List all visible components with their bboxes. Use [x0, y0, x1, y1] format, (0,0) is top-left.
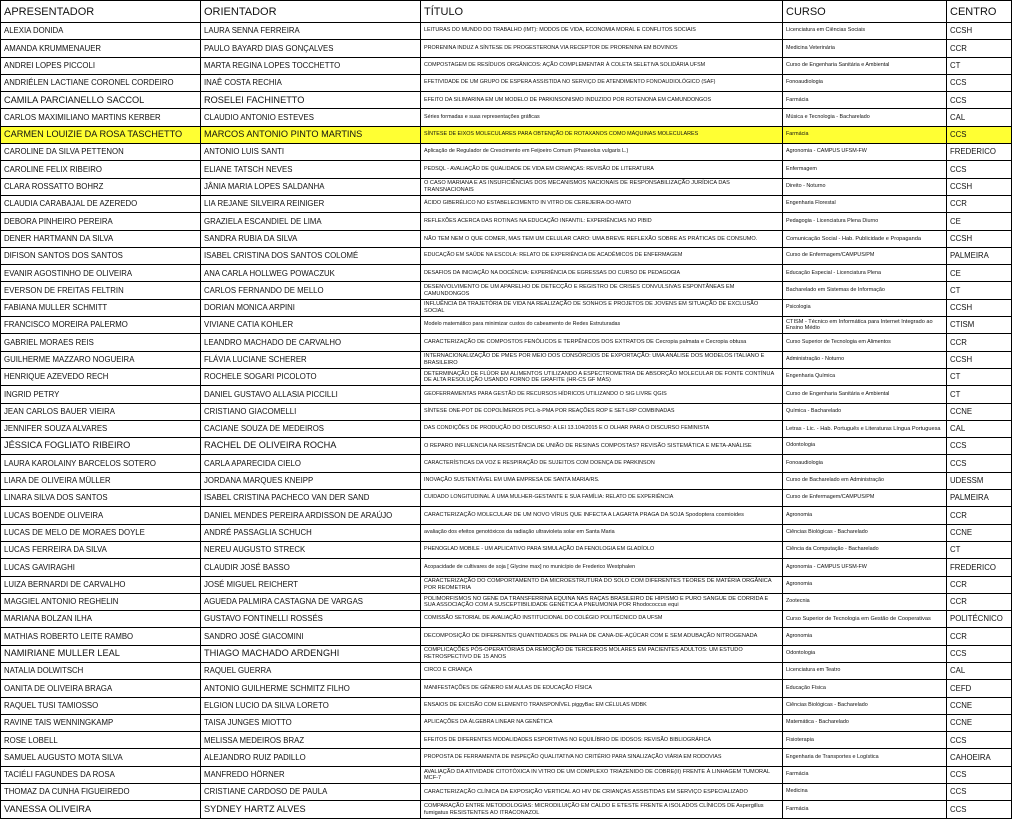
center-cell: CCR — [947, 576, 1012, 593]
center-cell: FREDERICO — [947, 144, 1012, 161]
presenter-cell: CAMILA PARCIANELLO SACCOL — [1, 92, 201, 109]
course-cell: Ciência da Computação - Bacharelado — [783, 541, 947, 558]
center-cell: FREDERICO — [947, 559, 1012, 576]
title-cell: Modelo matemático para minimizar custos do cabeamento de Redes Estruturadas — [421, 317, 783, 334]
course-cell: Curso Superior de Tecnologia em Gestão de Cooperativas — [783, 611, 947, 628]
advisor-cell: CARLA APARECIDA CIELO — [201, 455, 421, 472]
center-cell: CT — [947, 57, 1012, 74]
presenter-cell: NATALIA DOLWITSCH — [1, 662, 201, 679]
table-row — [1, 732, 1012, 749]
advisor-cell: ISABEL CRISTINA DOS SANTOS COLOMÉ — [201, 247, 421, 264]
advisor-cell: ISABEL CRISTINA PACHECO VAN DER SAND — [201, 490, 421, 507]
table-row — [1, 282, 1012, 299]
presenter-cell: MATHIAS ROBERTO LEITE RAMBO — [1, 628, 201, 645]
course-cell: Farmácia — [783, 92, 947, 109]
course-cell: Engenharia Química — [783, 368, 947, 385]
table-row — [1, 195, 1012, 212]
center-cell: UDESSM — [947, 472, 1012, 489]
course-cell: Medicina — [783, 784, 947, 801]
title-cell: O CASO MARIANA E AS INSUFICIÊNCIAS DOS MECANISMOS NACIONAIS DE RESPONSABILIZAÇÃO JURÍDICA DAS TRANSNACIONAIS — [421, 178, 783, 195]
title-cell: CARACTERIZAÇÃO DO COMPORTAMENTO DA MICROESTRUTURA DO SOLO COM DIFERENTES TEORES DE MATÉRIA ORGÂNICA POR REOMETRIA — [421, 576, 783, 593]
table-row — [1, 317, 1012, 334]
advisor-cell: MARTA REGINA LOPES TOCCHETTO — [201, 57, 421, 74]
title-cell: Acopacidade de cultivares de soja [ Glycine max] no município de Frederico Westphalen — [421, 559, 783, 576]
advisor-cell: TAISA JUNGES MIOTTO — [201, 714, 421, 731]
course-cell: Medicina Veterinária — [783, 40, 947, 57]
advisor-cell: ALEJANDRO RUIZ PADILLO — [201, 749, 421, 766]
title-cell: INTERNACIONALIZAÇÃO DE PMES POR MEIO DOS CONSÓRCIOS DE EXPORTAÇÃO: UMA ANÁLISE DOS MODELOS ITALIANO E BRASILEIRO — [421, 351, 783, 368]
title-cell: INOVAÇÃO SUSTENTÁVEL EM UMA EMPRESA DE SANTA MARIA/RS. — [421, 472, 783, 489]
table-row — [1, 628, 1012, 645]
center-cell: CAL — [947, 109, 1012, 126]
presenter-cell: ANDREI LOPES PICCOLI — [1, 57, 201, 74]
course-cell: Agronomia — [783, 507, 947, 524]
center-cell: CT — [947, 541, 1012, 558]
title-cell: REFLEXÕES ACERCA DAS ROTINAS NA EDUCAÇÃO INFANTIL: EXPERIÊNCIAS NO PIBID — [421, 213, 783, 230]
title-cell: DESAFIOS DA INICIAÇÃO NA DOCÊNCIA: EXPERIÊNCIA DE EGRESSAS DO CURSO DE PEDAGOGIA — [421, 265, 783, 282]
title-cell: SÍNTESE ONE-POT DE COPOLÍMEROS PCL-b-PMA POR REAÇÕES ROP E SET-LRP COMBINADAS — [421, 403, 783, 420]
title-cell: CARACTERIZAÇÃO CLÍNICA DA EXPOSIÇÃO VERTICAL AO HIV DE CRIANÇAS ASSISTIDAS EM SERVIÇO ESPECIALIZADO — [421, 784, 783, 801]
table-row — [1, 230, 1012, 247]
table-row — [1, 801, 1012, 818]
presenter-cell: DENER HARTMANN DA SILVA — [1, 230, 201, 247]
course-cell: Odontologia — [783, 645, 947, 662]
advisor-cell: NEREU AUGUSTO STRECK — [201, 541, 421, 558]
center-cell: CCS — [947, 92, 1012, 109]
title-cell: CARACTERIZAÇÃO DE COMPOSTOS FENÓLICOS E TERPÊNICOS DOS EXTRATOS DE Cecropia palmata e Cecropia obtusa — [421, 334, 783, 351]
presenter-cell: VANESSA OLIVEIRA — [1, 801, 201, 818]
header-centro: CENTRO — [947, 1, 1012, 23]
table-row — [1, 680, 1012, 697]
presenter-cell: FRANCISCO MOREIRA PALERMO — [1, 317, 201, 334]
advisor-cell: JÂNIA MARIA LOPES SALDANHA — [201, 178, 421, 195]
advisor-cell: ELIANE TATSCH NEVES — [201, 161, 421, 178]
table-row — [1, 559, 1012, 576]
presenter-cell: THOMAZ DA CUNHA FIGUEIREDO — [1, 784, 201, 801]
center-cell: CCR — [947, 40, 1012, 57]
presenter-cell: LUCAS FERREIRA DA SILVA — [1, 541, 201, 558]
center-cell: CCS — [947, 161, 1012, 178]
advisor-cell: RACHEL DE OLIVEIRA ROCHA — [201, 438, 421, 455]
center-cell: CT — [947, 386, 1012, 403]
presenter-cell: CARLOS MAXIMILIANO MARTINS KERBER — [1, 109, 201, 126]
presenter-cell: ALEXIA DONIDA — [1, 23, 201, 40]
title-cell: EFETIVIDADE DE UM GRUPO DE ESPERA ASSISTIDA NO SERVIÇO DE ATENDIMENTO FONOAUDIOLÓGICO (SAF) — [421, 74, 783, 91]
center-cell: CE — [947, 213, 1012, 230]
presenter-cell: LUCAS DE MELO DE MORAES DOYLE — [1, 524, 201, 541]
presenter-cell: RAVINE TAIS WENNINGKAMP — [1, 714, 201, 731]
course-cell: Agronomia - CAMPUS UFSM-FW — [783, 559, 947, 576]
advisor-cell: ANA CARLA HOLLWEG POWACZUK — [201, 265, 421, 282]
title-cell: ÁCIDO GIBERÉLICO NO ESTABELECIMENTO IN VITRO DE CEREJEIRA-DO-MATO — [421, 195, 783, 212]
course-cell: Ciências Biológicas - Bacharelado — [783, 697, 947, 714]
title-cell: ENSAIOS DE EXCISÃO COM ELEMENTO TRANSPONÍVEL piggyBac EM CÉLULAS MDBK — [421, 697, 783, 714]
presenter-cell: AMANDA KRUMMENAUER — [1, 40, 201, 57]
presenter-cell: CLAUDIA CARABAJAL DE AZEREDO — [1, 195, 201, 212]
center-cell: CE — [947, 265, 1012, 282]
advisor-cell: ANTONIO LUIS SANTI — [201, 144, 421, 161]
advisor-cell: ROCHELE SOGARI PICOLOTO — [201, 368, 421, 385]
course-cell: Educação Especial - Licenciatura Plena — [783, 265, 947, 282]
center-cell: CCSH — [947, 351, 1012, 368]
table-row — [1, 161, 1012, 178]
table-row — [1, 92, 1012, 109]
course-cell: Fonoaudiologia — [783, 74, 947, 91]
center-cell: CCSH — [947, 299, 1012, 316]
presenter-cell: SAMUEL AUGUSTO MOTA SILVA — [1, 749, 201, 766]
center-cell: CCR — [947, 507, 1012, 524]
center-cell: POLITÉCNICO — [947, 611, 1012, 628]
course-cell: Curso de Bacharelado em Administração — [783, 472, 947, 489]
center-cell: CCSH — [947, 230, 1012, 247]
table-row — [1, 749, 1012, 766]
course-cell: Odontologia — [783, 438, 947, 455]
center-cell: CAL — [947, 420, 1012, 437]
advisor-cell: LAURA SENNA FERREIRA — [201, 23, 421, 40]
course-cell: Música e Tecnologia - Bacharelado — [783, 109, 947, 126]
presenter-cell: CAROLINE FELIX RIBEIRO — [1, 161, 201, 178]
course-cell: Fisioterapia — [783, 732, 947, 749]
table-row — [1, 178, 1012, 195]
center-cell: CAHOEIRA — [947, 749, 1012, 766]
title-cell: DAS CONDIÇÕES DE PRODUÇÃO DO DISCURSO: A LEI 13.104/2015 E O OLHAR PARA O DISCURSO FEMINISTA — [421, 420, 783, 437]
table-row — [1, 144, 1012, 161]
advisor-cell: INAÊ COSTA RECHIA — [201, 74, 421, 91]
center-cell: CCS — [947, 645, 1012, 662]
center-cell: CCS — [947, 126, 1012, 143]
center-cell: CCNE — [947, 697, 1012, 714]
header-curso: CURSO — [783, 1, 947, 23]
table-row — [1, 524, 1012, 541]
table-row — [1, 386, 1012, 403]
presenter-cell: CARMEN LOUIZIE DA ROSA TASCHETTO — [1, 126, 201, 143]
title-cell: PRORENINA INDUZ A SÍNTESE DE PROGESTERONA VIA RECEPTOR DE PRORENINA EM BOVINOS — [421, 40, 783, 57]
advisor-cell: THIAGO MACHADO ARDENGHI — [201, 645, 421, 662]
advisor-cell: CLAUDIR JOSÉ BASSO — [201, 559, 421, 576]
advisor-cell: ELGION LUCIO DA SILVA LORETO — [201, 697, 421, 714]
course-cell: Farmácia — [783, 126, 947, 143]
table-row — [1, 784, 1012, 801]
title-cell: GEOFERRAMENTAS PARA GESTÃO DE RECURSOS HÍDRICOS UTILIZANDO O SIG LIVRE QGIS — [421, 386, 783, 403]
center-cell: CCNE — [947, 714, 1012, 731]
title-cell: PEDSQL - AVALIAÇÃO DE QUALIDADE DE VIDA EM CRIANÇAS: REVISÃO DE LITERATURA — [421, 161, 783, 178]
presenter-cell: DIFISON SANTOS DOS SANTOS — [1, 247, 201, 264]
table-body — [1, 23, 1012, 819]
center-cell: CCR — [947, 334, 1012, 351]
presenter-cell: MAGGIEL ANTONIO REGHELIN — [1, 593, 201, 610]
presenter-cell: INGRID PETRY — [1, 386, 201, 403]
table-row — [1, 57, 1012, 74]
course-cell: Licenciatura em Ciências Sociais — [783, 23, 947, 40]
advisor-cell: MANFREDO HÖRNER — [201, 766, 421, 783]
advisor-cell: MELISSA MEDEIROS BRAZ — [201, 732, 421, 749]
course-cell: Ciências Biológicas - Bacharelado — [783, 524, 947, 541]
table-row — [1, 714, 1012, 731]
title-cell: CIRCO E CRIANÇA — [421, 662, 783, 679]
table-row — [1, 697, 1012, 714]
table-row — [1, 576, 1012, 593]
title-cell: MANIFESTAÇÕES DE GÊNERO EM AULAS DE EDUCAÇÃO FÍSICA — [421, 680, 783, 697]
advisor-cell: JORDANA MARQUES KNEIPP — [201, 472, 421, 489]
table-row — [1, 368, 1012, 385]
table-row — [1, 766, 1012, 783]
center-cell: CCS — [947, 74, 1012, 91]
advisor-cell: AGUEDA PALMIRA CASTAGNA DE VARGAS — [201, 593, 421, 610]
title-cell: CARACTERIZAÇÃO MOLECULAR DE UM NOVO VÍRUS QUE INFECTA A LAGARTA PRAGA DA SOJA Spodoptera cosmioides — [421, 507, 783, 524]
title-cell: PROPOSTA DE FERRAMENTA DE INSPEÇÃO QUALITATIVA NO CRITÉRIO PARA SINALIZAÇÃO VIÁRIA EM RODOVIAS — [421, 749, 783, 766]
header-apresentador: APRESENTADOR — [1, 1, 201, 23]
presenter-cell: NAMIRIANE MULLER LEAL — [1, 645, 201, 662]
advisor-cell: CRISTIANE CARDOSO DE PAULA — [201, 784, 421, 801]
title-cell: EFEITOS DE DIFERENTES MODALIDADES ESPORTIVAS NO EQUILÍBRIO DE IDOSOS: REVISÃO BIBLIOGRÁFICA — [421, 732, 783, 749]
title-cell: PHENOGLAD MOBILE - UM APLICATIVO PARA SIMULAÇÃO DA FENOLOGIA EM GLADÍOLO — [421, 541, 783, 558]
presenter-cell: LUIZA BERNARDI DE CARVALHO — [1, 576, 201, 593]
advisor-cell: DANIEL GUSTAVO ALLASIA PICCILLI — [201, 386, 421, 403]
presenter-cell: JENNIFER SOUZA ALVARES — [1, 420, 201, 437]
center-cell: CCNE — [947, 524, 1012, 541]
title-cell: NÃO TEM NEM O QUE COMER, MAS TEM UM CELULAR CARO: UMA BREVE REFLEXÃO SOBRE AS PRÁTICAS DE CONSUMO. — [421, 230, 783, 247]
table-row — [1, 472, 1012, 489]
center-cell: CEFD — [947, 680, 1012, 697]
course-cell: Educação Física — [783, 680, 947, 697]
table-row — [1, 541, 1012, 558]
presenter-cell: JÉSSICA FOGLIATO RIBEIRO — [1, 438, 201, 455]
course-cell: Agronomia — [783, 576, 947, 593]
title-cell: DESENVOLVIMENTO DE UM APARELHO DE DETECÇÃO E REGISTRO DE CRISES CONVULSIVAS ESPONTÂNEAS EM CAMUNDONGOS — [421, 282, 783, 299]
course-cell: Pedagogia - Licenciatura Plena Diurno — [783, 213, 947, 230]
presenter-cell: OANITA DE OLIVEIRA BRAGA — [1, 680, 201, 697]
center-cell: CCS — [947, 784, 1012, 801]
title-cell: LEITURAS DO MUNDO DO TRABALHO (IMT): MODOS DE VIDA, ECONOMIA MORAL E CONFLITOS SOCIAIS — [421, 23, 783, 40]
center-cell: CCR — [947, 628, 1012, 645]
presenter-cell: CLARA ROSSATTO BOHRZ — [1, 178, 201, 195]
course-cell: Farmácia — [783, 766, 947, 783]
advisor-cell: MARCOS ANTONIO PINTO MARTINS — [201, 126, 421, 143]
table-row — [1, 455, 1012, 472]
course-cell: Curso de Engenharia Sanitária e Ambiental — [783, 386, 947, 403]
course-cell: Curso de Engenharia Sanitária e Ambiental — [783, 57, 947, 74]
title-cell: DETERMINAÇÃO DE FLÚOR EM ALIMENTOS UTILIZANDO A ESPECTROMETRIA DE ABSORÇÃO MOLECULAR DE FONTE CONTÍNUA DE ALTA RESOLUÇÃO USANDO FORNO DE GRAFITE (HR-CS GF MAS) — [421, 368, 783, 385]
title-cell: APLICAÇÕES DA ÁLGEBRA LINEAR NA GENÉTICA — [421, 714, 783, 731]
advisor-cell: RAQUEL GUERRA — [201, 662, 421, 679]
advisor-cell: GUSTAVO FONTINELLI ROSSÉS — [201, 611, 421, 628]
center-cell: PALMEIRA — [947, 490, 1012, 507]
advisor-cell: CACIANE SOUZA DE MEDEIROS — [201, 420, 421, 437]
table-row — [1, 507, 1012, 524]
course-cell: Zootecnia — [783, 593, 947, 610]
presenter-cell: JEAN CARLOS BAUER VIEIRA — [1, 403, 201, 420]
center-cell: CCS — [947, 438, 1012, 455]
presenter-cell: FABIANA MULLER SCHMITT — [1, 299, 201, 316]
header-row — [1, 1, 1012, 23]
center-cell: CCSH — [947, 178, 1012, 195]
title-cell: O REPARO INFLUENCIA NA RESISTÊNCIA DE UNIÃO DE RESINAS COMPOSTAS? REVISÃO SISTEMÁTICA E META-ANÁLISE — [421, 438, 783, 455]
advisor-cell: JOSÉ MIGUEL REICHERT — [201, 576, 421, 593]
advisor-cell: FLÁVIA LUCIANE SCHERER — [201, 351, 421, 368]
title-cell: avaliação dos efeitos genotóxicos da radiação ultravioleta solar em Santa Maria — [421, 524, 783, 541]
center-cell: CCS — [947, 732, 1012, 749]
presenter-cell: ANDRIÉLEN LACTIANE CORONEL CORDEIRO — [1, 74, 201, 91]
table-row — [1, 74, 1012, 91]
advisor-cell: DANIEL MENDES PEREIRA ARDISSON DE ARAÚJO — [201, 507, 421, 524]
header-titulo: TÍTULO — [421, 1, 783, 23]
course-cell: Letras - Lic. - Hab. Português e Literaturas Língua Portuguesa — [783, 420, 947, 437]
title-cell: AVALIAÇÃO DA ATIVIDADE CITOTÓXICA IN VITRO DE UM COMPLEXO TRIAZENIDO DE COBRE(II) FRENTE À LINHAGEM TUMORAL MCF-7 — [421, 766, 783, 783]
title-cell: DECOMPOSIÇÃO DE DIFERENTES QUANTIDADES DE PALHA DE CANA-DE-AÇÚCAR COM E SEM ADUBAÇÃO NITROGENADA — [421, 628, 783, 645]
advisor-cell: PAULO BAYARD DIAS GONÇALVES — [201, 40, 421, 57]
advisor-cell: ROSELEI FACHINETTO — [201, 92, 421, 109]
presenter-cell: RAQUEL TUSI TAMIOSSO — [1, 697, 201, 714]
center-cell: CCS — [947, 455, 1012, 472]
table-row — [1, 351, 1012, 368]
center-cell: CCS — [947, 766, 1012, 783]
course-cell: Curso Superior de Tecnologia em Alimentos — [783, 334, 947, 351]
presenter-cell: LAURA KAROLAINY BARCELOS SOTERO — [1, 455, 201, 472]
course-cell: Bacharelado em Sistemas de Informação — [783, 282, 947, 299]
title-cell: Séries formadas e suas representações gráficas — [421, 109, 783, 126]
course-cell: Licenciatura em Teatro — [783, 662, 947, 679]
table-row — [1, 438, 1012, 455]
advisor-cell: ANTONIO GUILHERME SCHMITZ FILHO — [201, 680, 421, 697]
advisor-cell: SANDRO JOSÉ GIACOMINI — [201, 628, 421, 645]
center-cell: CT — [947, 282, 1012, 299]
center-cell: CCR — [947, 593, 1012, 610]
center-cell: CCR — [947, 195, 1012, 212]
advisor-cell: CARLOS FERNANDO DE MELLO — [201, 282, 421, 299]
presenter-cell: LINARA SILVA DOS SANTOS — [1, 490, 201, 507]
table-row — [1, 403, 1012, 420]
center-cell: CTISM — [947, 317, 1012, 334]
title-cell: INFLUÊNCIA DA TRAJETÓRIA DE VIDA NA REALIZAÇÃO DE SONHOS E PROJETOS DE JOVENS EM SITUAÇÃO DE EXCLUSÃO SOCIAL — [421, 299, 783, 316]
title-cell: SÍNTESE DE EIXOS MOLECULARES PARA OBTENÇÃO DE ROTAXANOS COMO MÁQUINAS MOLECULARES — [421, 126, 783, 143]
presenter-cell: LUCAS BOENDE OLIVEIRA — [1, 507, 201, 524]
advisor-cell: ANDRÉ PASSAGLIA SCHUCH — [201, 524, 421, 541]
course-cell: Química - Bacharelado — [783, 403, 947, 420]
center-cell: CT — [947, 368, 1012, 385]
presenter-cell: GUILHERME MAZZARO NOGUEIRA — [1, 351, 201, 368]
table-row — [1, 109, 1012, 126]
presenter-cell: LUCAS GAVIRAGHI — [1, 559, 201, 576]
table-row — [1, 265, 1012, 282]
course-cell: Matemática - Bacharelado — [783, 714, 947, 731]
title-cell: CARACTERÍSTICAS DA VOZ E RESPIRAÇÃO DE SUJEITOS COM DOENÇA DE PARKINSON — [421, 455, 783, 472]
center-cell: CCNE — [947, 403, 1012, 420]
title-cell: COMPARAÇÃO ENTRE METODOLOGIAS: MICRODILUIÇÃO EM CALDO E ETESTE FRENTE A ISOLADOS CLÍNICOS DE Aspergillus fumigatus RESISTENTES AO ITRACONAZOL — [421, 801, 783, 818]
advisor-cell: CLAUDIO ANTONIO ESTEVES — [201, 109, 421, 126]
table-row — [1, 611, 1012, 628]
table-row — [1, 420, 1012, 437]
advisor-cell: VIVIANE CATIA KOHLER — [201, 317, 421, 334]
title-cell: EDUCAÇÃO EM SAÚDE NA ESCOLA: RELATO DE EXPERIÊNCIA DE ACADÊMICOS DE ENFERMAGEM — [421, 247, 783, 264]
table-row — [1, 490, 1012, 507]
advisor-cell: LIA REJANE SILVEIRA REINIGER — [201, 195, 421, 212]
table-row — [1, 213, 1012, 230]
table-row — [1, 334, 1012, 351]
title-cell: EFEITO DA SILIMARINA EM UM MODELO DE PARKINSONISMO INDUZIDO POR ROTENONA EM CAMUNDONGOS — [421, 92, 783, 109]
presenter-cell: LIARA DE OLIVEIRA MÜLLER — [1, 472, 201, 489]
course-cell: Administração - Noturno — [783, 351, 947, 368]
course-cell: Psicologia — [783, 299, 947, 316]
presenter-cell: ROSE LOBELL — [1, 732, 201, 749]
center-cell: CCSH — [947, 23, 1012, 40]
table-row — [1, 645, 1012, 662]
course-cell: Agronomia — [783, 628, 947, 645]
course-cell: Engenharia de Transportes e Logística — [783, 749, 947, 766]
course-cell: Fonoaudiologia — [783, 455, 947, 472]
title-cell: COMPOSTAGEM DE RESÍDUOS ORGÂNICOS: AÇÃO COMPLEMENTAR À COLETA SELETIVA SOLIDÁRIA UFSM — [421, 57, 783, 74]
title-cell: Aplicação de Regulador de Crescimento em Feijoeiro Comum (Phaseolus vulgaris L.) — [421, 144, 783, 161]
course-cell: Comunicação Social - Hab. Publicidade e Propaganda — [783, 230, 947, 247]
advisor-cell: SANDRA RUBIA DA SILVA — [201, 230, 421, 247]
presenter-cell: HENRIQUE AZEVEDO RECH — [1, 368, 201, 385]
advisor-cell: SYDNEY HARTZ ALVES — [201, 801, 421, 818]
presenter-cell: MARIANA BOLZAN ILHA — [1, 611, 201, 628]
table-row — [1, 299, 1012, 316]
table-row — [1, 23, 1012, 40]
course-cell: Direito - Noturno — [783, 178, 947, 195]
course-cell: Farmácia — [783, 801, 947, 818]
advisor-cell: DORIAN MONICA ARPINI — [201, 299, 421, 316]
title-cell: COMPLICAÇÕES PÓS-OPERATÓRIAS DA REMOÇÃO DE TERCEIROS MOLARES EM PACIENTES ADULTOS: UM ESTUDO RETROSPECTIVO DE 15 ANOS — [421, 645, 783, 662]
table-row — [1, 662, 1012, 679]
course-cell: Agronomia - CAMPUS UFSM-FW — [783, 144, 947, 161]
presenter-cell: CAROLINE DA SILVA PETTENON — [1, 144, 201, 161]
center-cell: CCS — [947, 801, 1012, 818]
advisor-cell: LEANDRO MACHADO DE CARVALHO — [201, 334, 421, 351]
title-cell: COMISSÃO SETORIAL DE AVALIAÇÃO INSTITUCIONAL DO COLÉGIO POLITÉCNICO DA UFSM — [421, 611, 783, 628]
course-cell: CTISM - Técnico em Informática para Internet Integrado ao Ensino Médio — [783, 317, 947, 334]
table-row — [1, 593, 1012, 610]
course-cell: Enfermagem — [783, 161, 947, 178]
title-cell: CUIDADO LONGITUDINAL À UMA MULHER-GESTANTE E SUA FAMÍLIA: RELATO DE EXPERIÊNCIA — [421, 490, 783, 507]
table-row — [1, 247, 1012, 264]
presenter-cell: EVANIR AGOSTINHO DE OLIVEIRA — [1, 265, 201, 282]
course-cell: Engenharia Florestal — [783, 195, 947, 212]
course-cell: Curso de Enfermagem/CAMPUS/PM — [783, 247, 947, 264]
advisor-cell: GRAZIELA ESCANDIEL DE LIMA — [201, 213, 421, 230]
presenter-cell: DEBORA PINHEIRO PEREIRA — [1, 213, 201, 230]
table-row — [1, 40, 1012, 57]
table-row-highlighted — [1, 126, 1012, 143]
presenter-cell: GABRIEL MORAES REIS — [1, 334, 201, 351]
title-cell: POLIMORFISMOS NO GENE DA TRANSFERRINA EQUINA NAS RAÇAS BRASILEIRO DE HIPISMO E PURO SANGUE DE CORRIDA E SUA ASSOCIAÇÃO COM A SUSCEPTIBILIDADE GENÉTICA A PNEUMONIA POR Rhodococcus equi — [421, 593, 783, 610]
center-cell: CAL — [947, 662, 1012, 679]
advisor-cell: CRISTIANO GIACOMELLI — [201, 403, 421, 420]
center-cell: PALMEIRA — [947, 247, 1012, 264]
course-cell: Curso de Enfermagem/CAMPUS/PM — [783, 490, 947, 507]
presenter-cell: EVERSON DE FREITAS FELTRIN — [1, 282, 201, 299]
presenter-cell: TACIÉLI FAGUNDES DA ROSA — [1, 766, 201, 783]
header-orientador: ORIENTADOR — [201, 1, 421, 23]
